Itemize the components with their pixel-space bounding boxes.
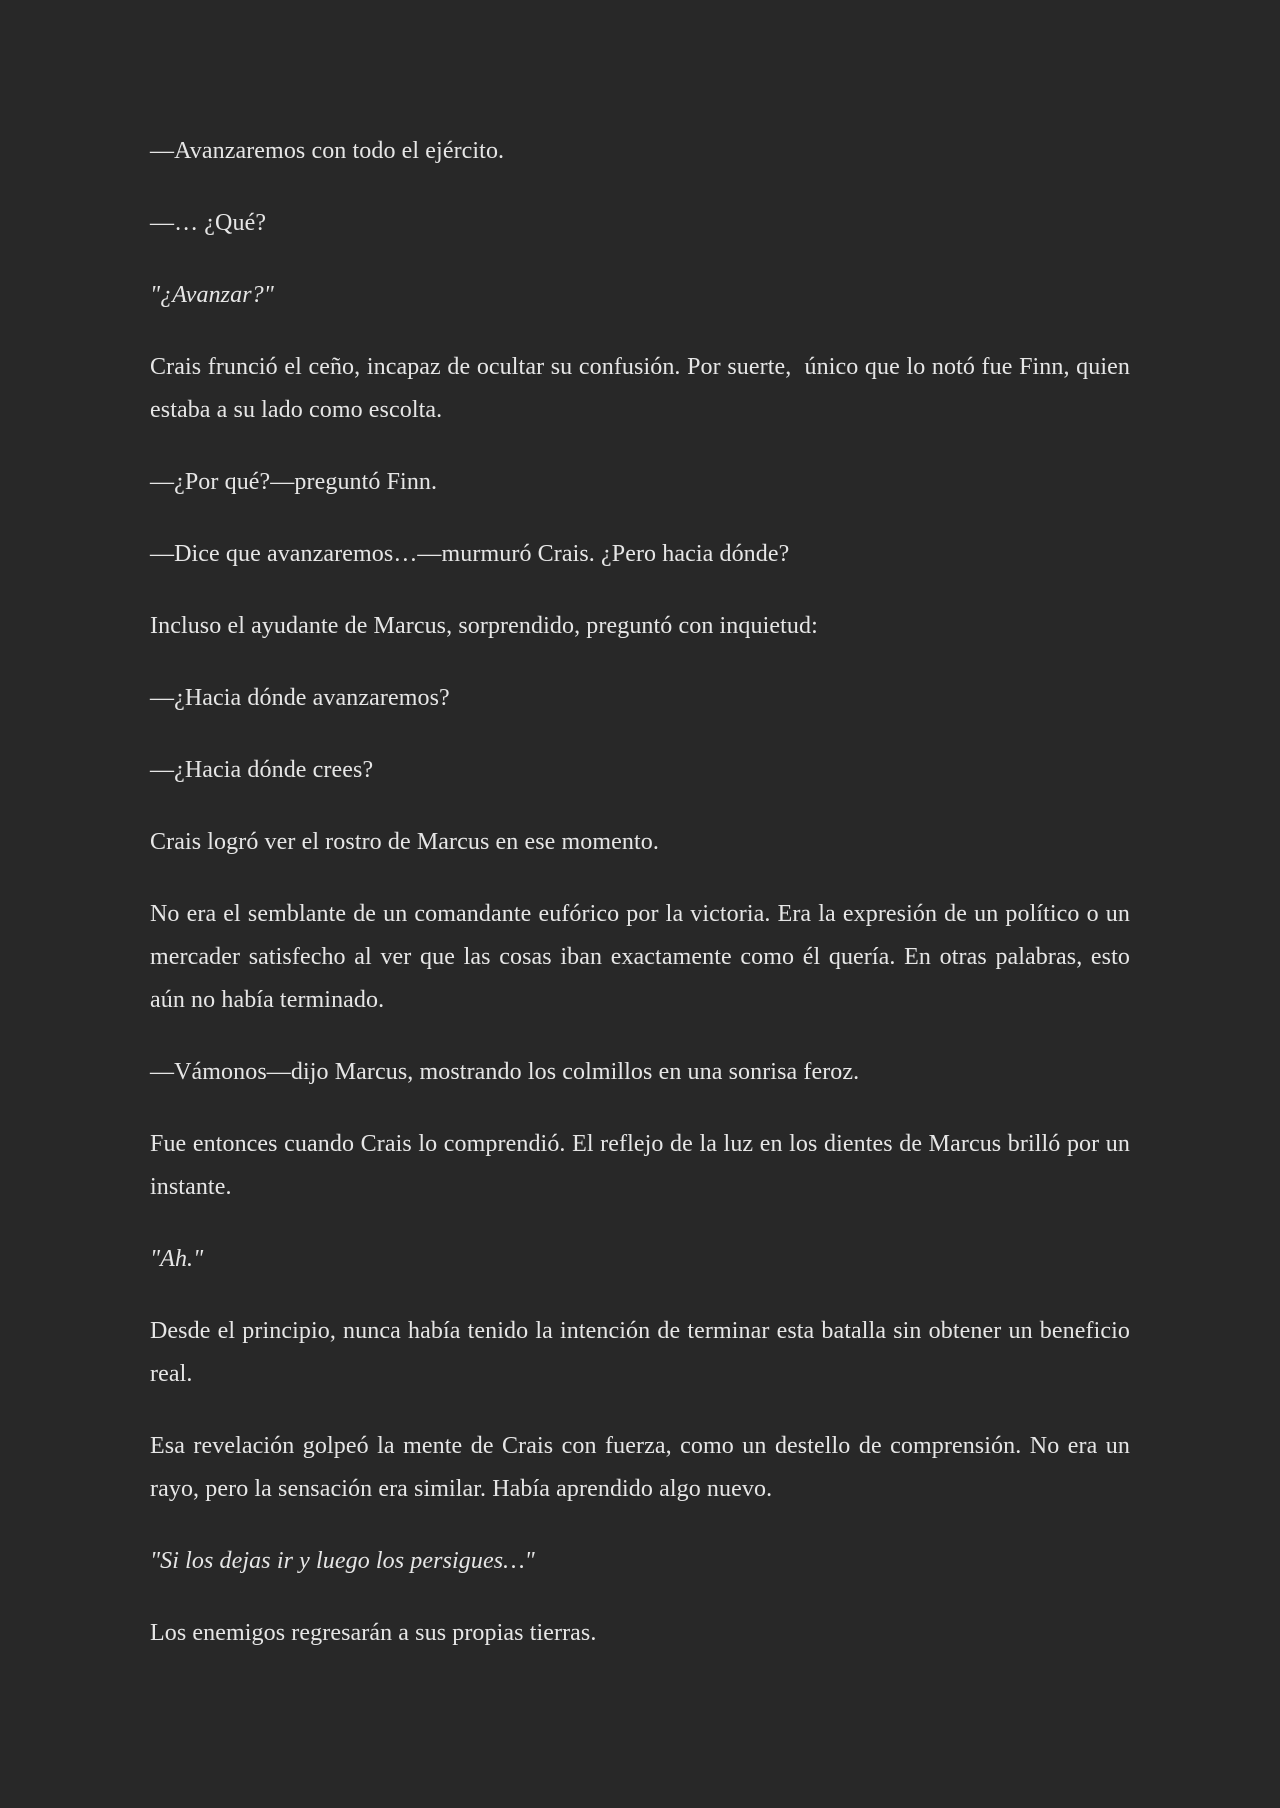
paragraph: —¿Hacia dónde avanzaremos? [150, 685, 450, 711]
paragraph: —… ¿Qué? [150, 210, 267, 236]
text-column [150, 130, 1130, 1655]
paragraph: —Dice que avanzaremos…—murmuró Crais. ¿Pero hacia dónde? [150, 541, 790, 567]
paragraph: Crais logró ver el rostro de Marcus en ese momento. [150, 829, 659, 855]
paragraph: —¿Hacia dónde crees? [150, 757, 374, 783]
paragraph: "¿Avanzar?" [150, 282, 274, 308]
paragraph: No era el semblante de un comandante eufórico por la victoria. Era la expresión de un político o un mercader satisfecho al ver que las cosas iban exactamente como él quería. En otras palabras, esto aún no había terminado. [150, 901, 1130, 1013]
paragraph: Los enemigos regresarán a sus propias tierras. [150, 1620, 597, 1646]
paragraph: —Vámonos—dijo Marcus, mostrando los colmillos en una sonrisa feroz. [150, 1059, 860, 1085]
paragraph: —Avanzaremos con todo el ejército. [150, 138, 505, 164]
paragraph: Esa revelación golpeó la mente de Crais con fuerza, como un destello de comprensión. No era un rayo, pero la sensación era similar. Había aprendido algo nuevo. [150, 1433, 1130, 1502]
paragraph: Crais frunció el ceño, incapaz de ocultar su confusión. Por suerte, único que lo notó fue Finn, quien estaba a su lado como escolta. [150, 354, 1130, 423]
paragraph: Fue entonces cuando Crais lo comprendió. El reflejo de la luz en los dientes de Marcus brilló por un instante. [150, 1131, 1130, 1200]
paragraph: Desde el principio, nunca había tenido la intención de terminar esta batalla sin obtener un beneficio real. [150, 1318, 1130, 1387]
paragraph: Incluso el ayudante de Marcus, sorprendido, preguntó con inquietud: [150, 613, 818, 639]
paragraph: —¿Por qué?—preguntó Finn. [150, 469, 438, 495]
paragraph: "Ah." [150, 1246, 204, 1272]
paragraph: "Si los dejas ir y luego los persigues…" [150, 1548, 535, 1574]
